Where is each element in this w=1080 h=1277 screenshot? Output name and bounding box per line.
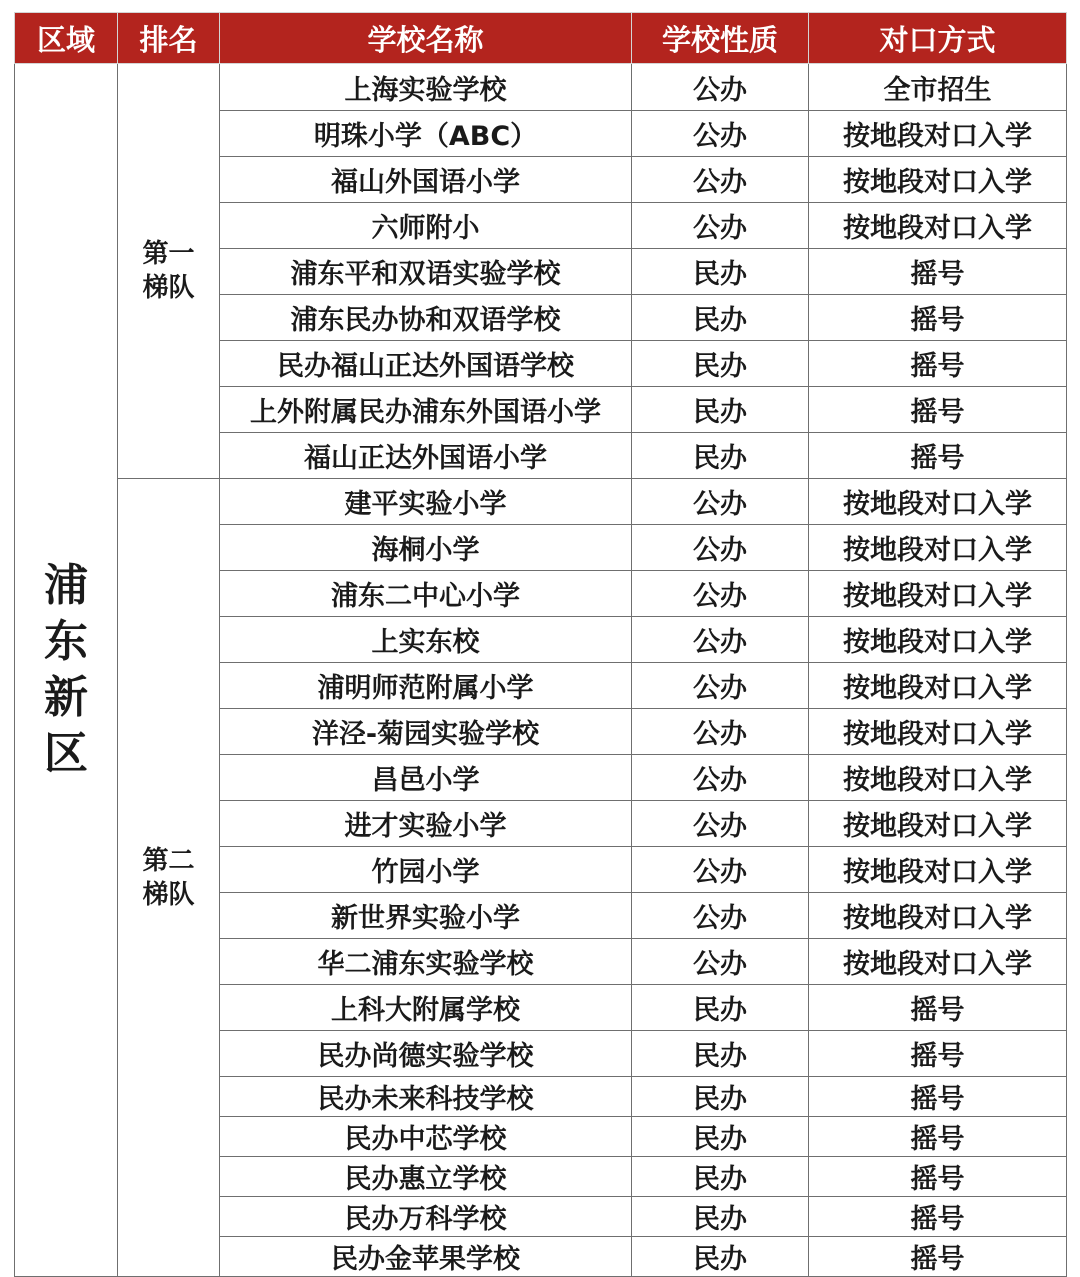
tier-label-cell [118,479,220,1277]
enrollment-method-cell: 按地段对口入学 [809,111,1067,157]
school-name-cell: 民办福山正达外国语学校 [220,341,632,387]
header-row [15,13,1067,64]
school-type-cell: 公办 [632,709,809,755]
school-name-cell: 福山正达外国语小学 [220,433,632,479]
header-school-type: 学校性质 [632,13,809,64]
enrollment-method-cell: 按地段对口入学 [809,939,1067,985]
tier-label-line: 第二 [142,845,195,876]
region-cell [15,64,118,1277]
enrollment-method-cell: 摇号 [809,985,1067,1031]
school-name-cell: 民办中芯学校 [220,1117,632,1157]
school-type-cell: 公办 [632,525,809,571]
school-type-cell: 民办 [632,249,809,295]
school-name-cell: 洋泾-菊园实验学校 [220,709,632,755]
school-name-cell: 六师附小 [220,203,632,249]
enrollment-method-cell: 摇号 [809,295,1067,341]
school-type-cell: 公办 [632,479,809,525]
school-type-cell: 民办 [632,295,809,341]
enrollment-method-cell: 按地段对口入学 [809,663,1067,709]
school-name-cell: 上科大附属学校 [220,985,632,1031]
school-type-cell: 公办 [632,893,809,939]
school-type-cell: 公办 [632,847,809,893]
header-school-name: 学校名称 [220,13,632,64]
enrollment-method-cell: 按地段对口入学 [809,755,1067,801]
enrollment-method-cell: 摇号 [809,249,1067,295]
school-name-cell: 民办金苹果学校 [220,1237,632,1277]
school-type-cell: 民办 [632,1197,809,1237]
table-row [15,64,1067,111]
school-name-cell: 建平实验小学 [220,479,632,525]
school-name-cell: 民办万科学校 [220,1197,632,1237]
school-type-cell: 公办 [632,617,809,663]
school-type-cell: 公办 [632,111,809,157]
table-body [15,64,1067,1277]
school-name-cell: 海桐小学 [220,525,632,571]
enrollment-method-cell: 按地段对口入学 [809,847,1067,893]
school-name-cell: 浦明师范附属小学 [220,663,632,709]
enrollment-method-cell: 摇号 [809,387,1067,433]
school-type-cell: 民办 [632,1237,809,1277]
school-name-cell: 民办尚德实验学校 [220,1031,632,1077]
school-name-cell: 昌邑小学 [220,755,632,801]
enrollment-method-cell: 摇号 [809,1077,1067,1117]
enrollment-method-cell: 按地段对口入学 [809,801,1067,847]
enrollment-method-cell: 按地段对口入学 [809,893,1067,939]
enrollment-method-cell: 摇号 [809,433,1067,479]
tier-label-line: 梯队 [142,273,195,303]
school-name-cell: 上海实验学校 [220,64,632,111]
school-type-cell: 公办 [632,157,809,203]
header-rank: 排名 [118,13,220,64]
enrollment-method-cell: 摇号 [809,1237,1067,1277]
region-char: 新 [44,672,88,723]
enrollment-method-cell: 按地段对口入学 [809,203,1067,249]
school-type-cell: 民办 [632,1031,809,1077]
tier-label-cell [118,64,220,479]
enrollment-method-cell: 摇号 [809,1157,1067,1197]
enrollment-method-cell: 按地段对口入学 [809,479,1067,525]
school-type-cell: 民办 [632,341,809,387]
school-name-cell: 明珠小学（ABC） [220,111,632,157]
region-char: 东 [44,616,88,667]
table-header [15,13,1067,64]
enrollment-method-cell: 全市招生 [809,64,1067,111]
tier-label-line: 梯队 [142,879,195,910]
school-ranking-table [14,12,1067,1277]
enrollment-method-cell: 摇号 [809,341,1067,387]
enrollment-method-cell: 摇号 [809,1197,1067,1237]
school-type-cell: 民办 [632,1117,809,1157]
header-region: 区域 [15,13,118,64]
school-type-cell: 民办 [632,387,809,433]
school-type-cell: 公办 [632,203,809,249]
school-name-cell: 浦东平和双语实验学校 [220,249,632,295]
school-type-cell: 民办 [632,1157,809,1197]
enrollment-method-cell: 摇号 [809,1117,1067,1157]
enrollment-method-cell: 按地段对口入学 [809,157,1067,203]
enrollment-method-cell: 按地段对口入学 [809,525,1067,571]
school-name-cell: 民办惠立学校 [220,1157,632,1197]
school-name-cell: 民办未来科技学校 [220,1077,632,1117]
region-char: 浦 [44,560,88,611]
region-char: 区 [44,728,88,779]
enrollment-method-cell: 按地段对口入学 [809,617,1067,663]
school-type-cell: 民办 [632,985,809,1031]
school-name-cell: 上实东校 [220,617,632,663]
enrollment-method-cell: 按地段对口入学 [809,709,1067,755]
school-name-cell: 浦东二中心小学 [220,571,632,617]
school-type-cell: 民办 [632,433,809,479]
school-type-cell: 公办 [632,939,809,985]
school-name-cell: 华二浦东实验学校 [220,939,632,985]
school-name-cell: 浦东民办协和双语学校 [220,295,632,341]
school-name-cell: 新世界实验小学 [220,893,632,939]
tier-label-line: 第一 [142,239,195,269]
school-type-cell: 公办 [632,755,809,801]
table-row [15,479,1067,525]
school-name-cell: 进才实验小学 [220,801,632,847]
school-name-cell: 竹园小学 [220,847,632,893]
school-type-cell: 民办 [632,1077,809,1117]
school-type-cell: 公办 [632,663,809,709]
school-name-cell: 福山外国语小学 [220,157,632,203]
school-name-cell: 上外附属民办浦东外国语小学 [220,387,632,433]
school-type-cell: 公办 [632,64,809,111]
school-type-cell: 公办 [632,571,809,617]
school-type-cell: 公办 [632,801,809,847]
enrollment-method-cell: 摇号 [809,1031,1067,1077]
header-enrollment-method: 对口方式 [809,13,1067,64]
enrollment-method-cell: 按地段对口入学 [809,571,1067,617]
